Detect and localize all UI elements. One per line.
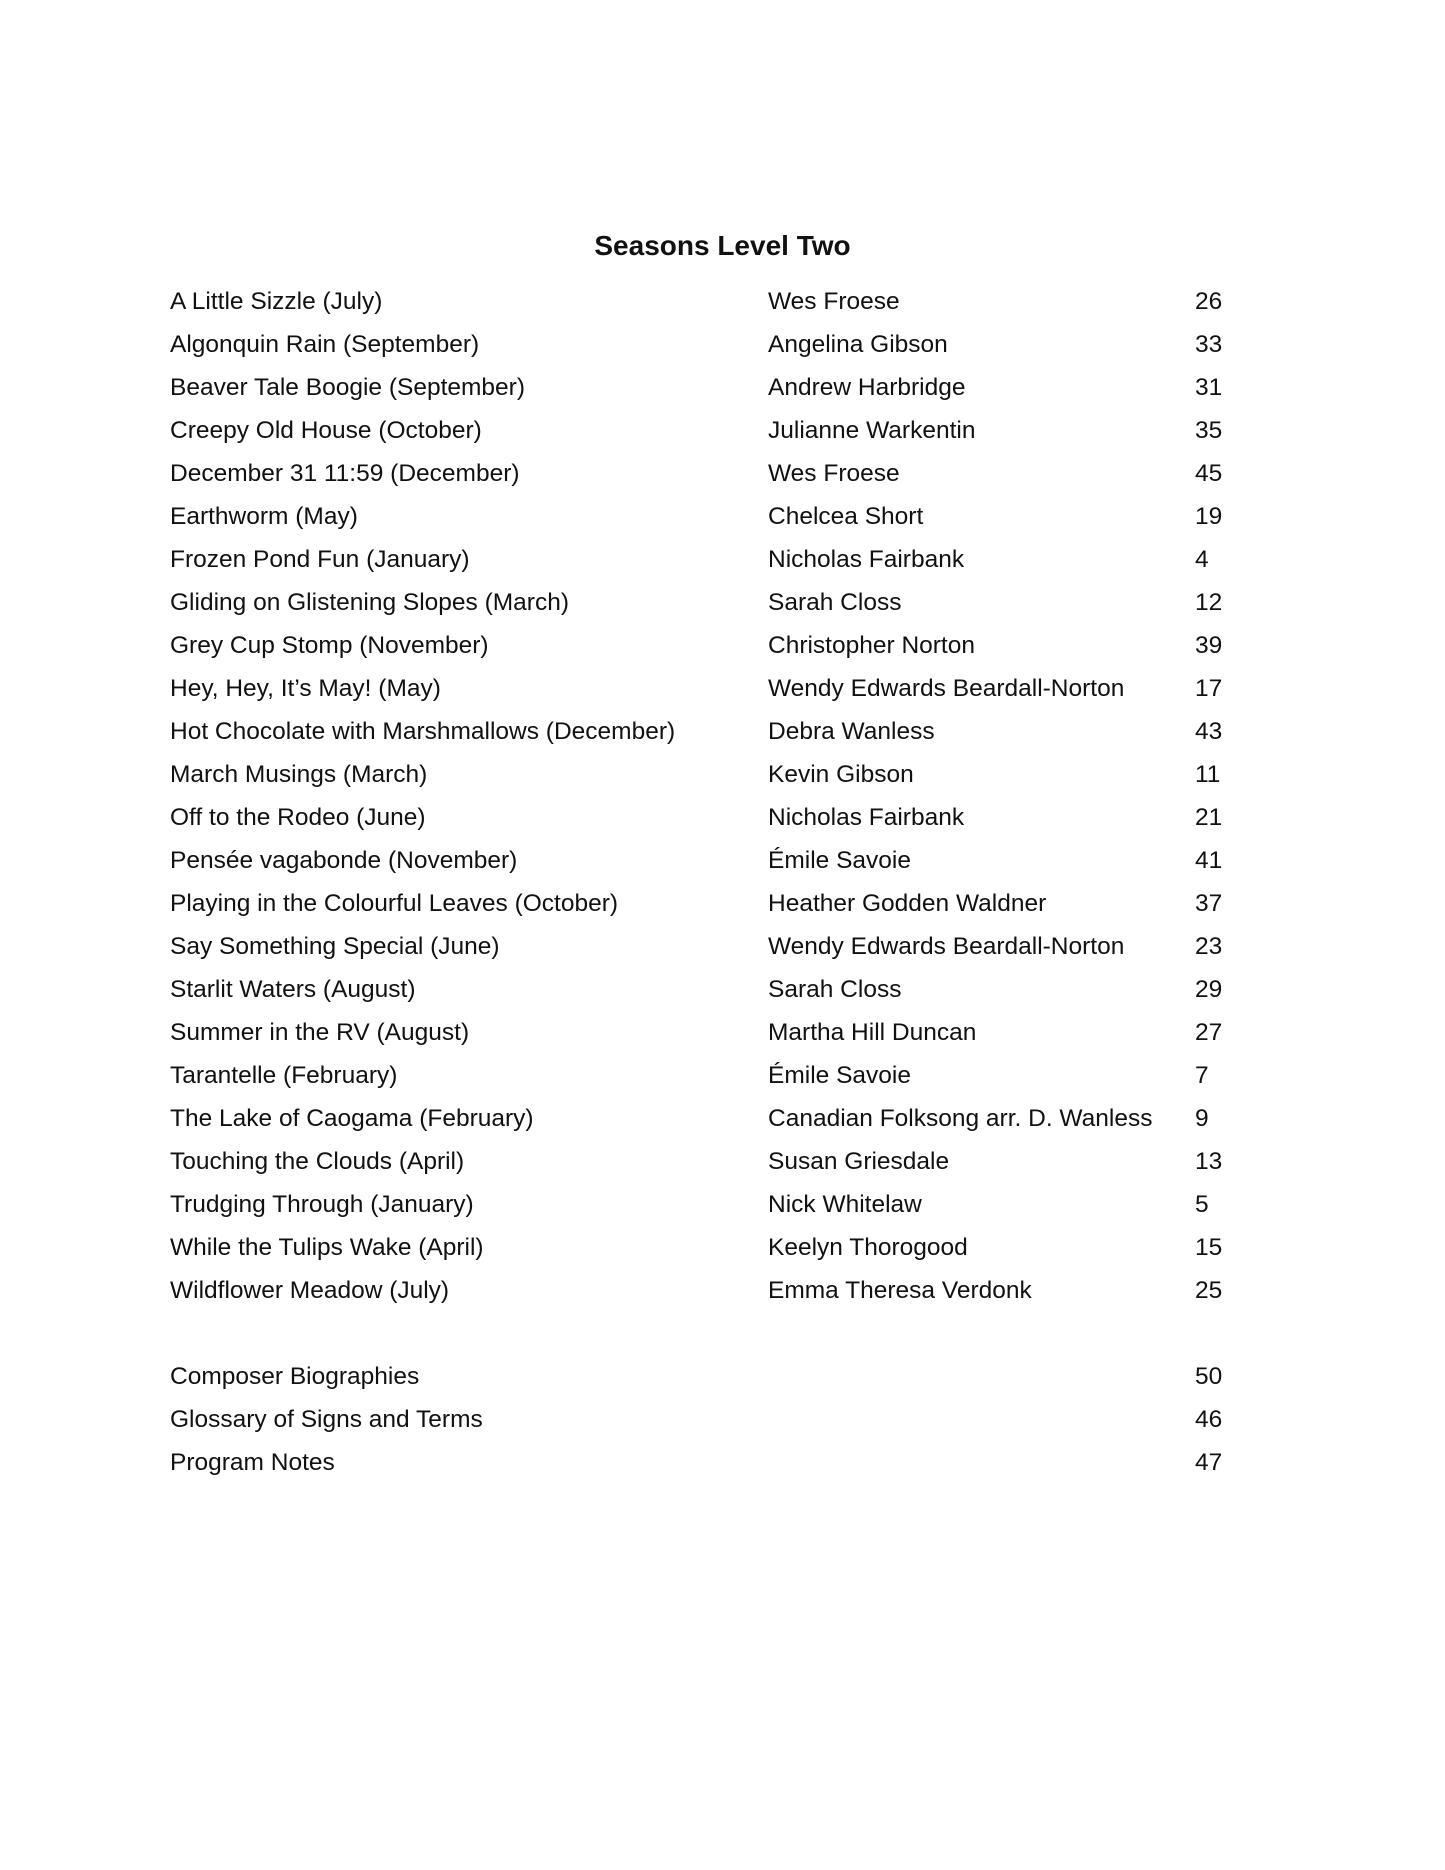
composer-name: Émile Savoie [768, 1062, 911, 1089]
toc-row [170, 667, 1230, 710]
toc-row [170, 753, 1230, 796]
extra-row [170, 1398, 1230, 1441]
composer-name: Canadian Folksong arr. D. Wanless [768, 1105, 1153, 1132]
composer-name: Wendy Edwards Beardall-Norton [768, 675, 1125, 702]
supplementary-contents [170, 1355, 1230, 1484]
composer-name: Heather Godden Waldner [768, 890, 1047, 917]
toc-row [170, 710, 1230, 753]
page-number: 21 [1195, 804, 1223, 831]
section-label: Composer Biographies [170, 1363, 420, 1390]
piece-title: Wildflower Meadow (July) [170, 1277, 450, 1304]
page-number: 39 [1195, 632, 1223, 659]
piece-title: Touching the Clouds (April) [170, 1148, 465, 1175]
page-number: 7 [1195, 1062, 1209, 1089]
toc-row [170, 796, 1230, 839]
page-number: 17 [1195, 675, 1223, 702]
page-number: 35 [1195, 417, 1223, 444]
toc-row [170, 1011, 1230, 1054]
composer-name: Nicholas Fairbank [768, 546, 965, 573]
piece-title: A Little Sizzle (July) [170, 288, 383, 315]
page-number: 15 [1195, 1234, 1223, 1261]
page-number: 4 [1195, 546, 1209, 573]
page-number: 43 [1195, 718, 1223, 745]
page-number: 12 [1195, 589, 1223, 616]
piece-title: Starlit Waters (August) [170, 976, 416, 1003]
composer-name: Nicholas Fairbank [768, 804, 965, 831]
page-number: 13 [1195, 1148, 1223, 1175]
page-number: 46 [1195, 1406, 1223, 1433]
piece-title: Gliding on Glistening Slopes (March) [170, 589, 569, 616]
page-number: 25 [1195, 1277, 1223, 1304]
piece-title: Creepy Old House (October) [170, 417, 482, 444]
composer-name: Debra Wanless [768, 718, 935, 745]
extra-row [170, 1355, 1230, 1398]
piece-title: Playing in the Colourful Leaves (October) [170, 890, 619, 917]
page-number: 33 [1195, 331, 1223, 358]
toc-row [170, 366, 1230, 409]
composer-name: Wes Froese [768, 460, 900, 487]
table-of-contents [170, 280, 1230, 1312]
page-number: 23 [1195, 933, 1223, 960]
section-label: Glossary of Signs and Terms [170, 1406, 483, 1433]
composer-name: Julianne Warkentin [768, 417, 976, 444]
composer-name: Kevin Gibson [768, 761, 914, 788]
composer-name: Keelyn Thorogood [768, 1234, 968, 1261]
toc-row [170, 882, 1230, 925]
toc-row [170, 1140, 1230, 1183]
piece-title: Grey Cup Stomp (November) [170, 632, 489, 659]
piece-title: Say Something Special (June) [170, 933, 500, 960]
page-number: 5 [1195, 1191, 1209, 1218]
toc-row [170, 323, 1230, 366]
section-label: Program Notes [170, 1449, 335, 1476]
toc-row [170, 495, 1230, 538]
piece-title: The Lake of Caogama (February) [170, 1105, 534, 1132]
toc-row [170, 1269, 1230, 1312]
extra-row [170, 1441, 1230, 1484]
toc-row [170, 538, 1230, 581]
composer-name: Émile Savoie [768, 847, 911, 874]
page-number: 41 [1195, 847, 1223, 874]
page-title: Seasons Level Two [594, 230, 851, 261]
page-number: 26 [1195, 288, 1223, 315]
toc-row [170, 925, 1230, 968]
toc-row [170, 1183, 1230, 1226]
composer-name: Wes Froese [768, 288, 900, 315]
toc-row [170, 968, 1230, 1011]
page-number: 29 [1195, 976, 1223, 1003]
piece-title: Hey, Hey, It’s May! (May) [170, 675, 441, 702]
composer-name: Chelcea Short [768, 503, 924, 530]
piece-title: Trudging Through (January) [170, 1191, 474, 1218]
page-number: 50 [1195, 1363, 1223, 1390]
toc-row [170, 1226, 1230, 1269]
composer-name: Sarah Closs [768, 976, 902, 1003]
piece-title: Beaver Tale Boogie (September) [170, 374, 525, 401]
toc-row [170, 409, 1230, 452]
composer-name: Angelina Gibson [768, 331, 948, 358]
page-number: 11 [1195, 761, 1221, 788]
toc-row [170, 624, 1230, 667]
composer-name: Wendy Edwards Beardall-Norton [768, 933, 1125, 960]
composer-name: Andrew Harbridge [768, 374, 966, 401]
page-number: 27 [1195, 1019, 1223, 1046]
piece-title: March Musings (March) [170, 761, 428, 788]
toc-row [170, 1097, 1230, 1140]
piece-title: Frozen Pond Fun (January) [170, 546, 470, 573]
page-number: 19 [1195, 503, 1223, 530]
composer-name: Emma Theresa Verdonk [768, 1277, 1032, 1304]
composer-name: Christopher Norton [768, 632, 975, 659]
piece-title: Summer in the RV (August) [170, 1019, 470, 1046]
toc-row [170, 839, 1230, 882]
page-number: 37 [1195, 890, 1223, 917]
piece-title: December 31 11:59 (December) [170, 460, 520, 487]
toc-row [170, 452, 1230, 495]
piece-title: Algonquin Rain (September) [170, 331, 480, 358]
toc-row [170, 280, 1230, 323]
piece-title: Earthworm (May) [170, 503, 358, 530]
piece-title: Tarantelle (February) [170, 1062, 398, 1089]
page-number: 9 [1195, 1105, 1209, 1132]
page-number: 45 [1195, 460, 1223, 487]
page-number: 47 [1195, 1449, 1223, 1476]
piece-title: Hot Chocolate with Marshmallows (December) [170, 718, 676, 745]
page-number: 31 [1195, 374, 1223, 401]
composer-name: Susan Griesdale [768, 1148, 950, 1175]
composer-name: Nick Whitelaw [768, 1191, 922, 1218]
piece-title: Off to the Rodeo (June) [170, 804, 426, 831]
piece-title: Pensée vagabonde (November) [170, 847, 518, 874]
composer-name: Martha Hill Duncan [768, 1019, 977, 1046]
composer-name: Sarah Closs [768, 589, 902, 616]
piece-title: While the Tulips Wake (April) [170, 1234, 484, 1261]
toc-row [170, 581, 1230, 624]
toc-row [170, 1054, 1230, 1097]
